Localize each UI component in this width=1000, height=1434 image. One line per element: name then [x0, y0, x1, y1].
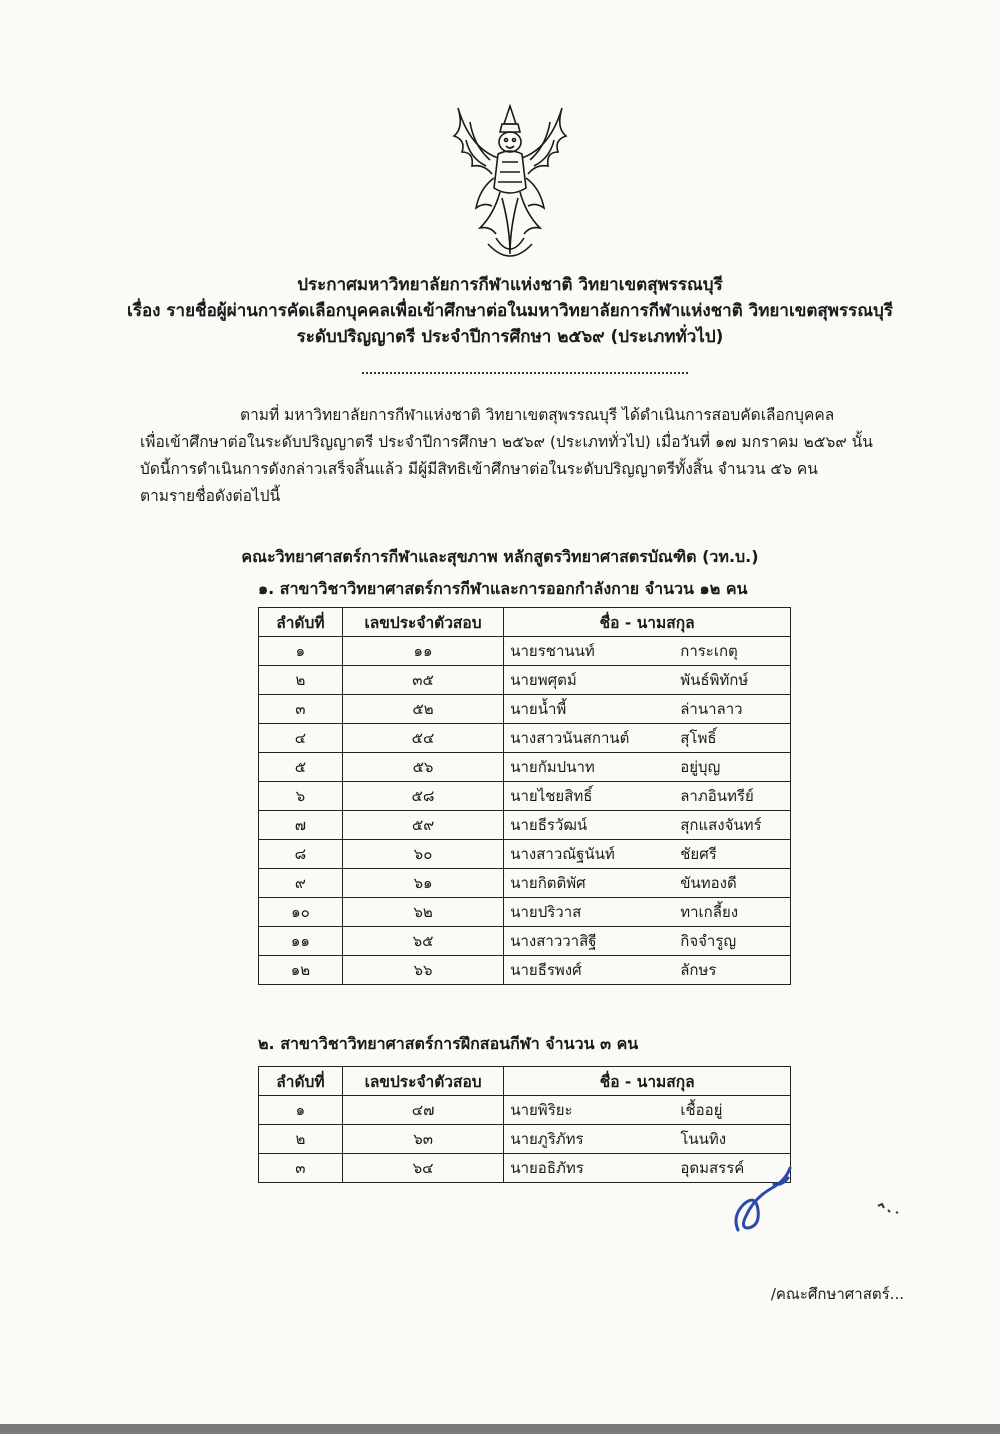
last-name: สุโพธิ์ [680, 729, 717, 747]
first-name: นายภูริภัทร [510, 1130, 584, 1148]
body-line-1: ตามที่ มหาวิทยาลัยการกีฬาแห่งชาติ วิทยาเขตสุพรรณบุรี ได้ดำเนินการสอบคัดเลือกบุคคล [240, 406, 835, 424]
body-line-2: เพื่อเข้าศึกษาต่อในระดับปริญญาตรี ประจำปีการศึกษา ๒๕๖๙ (ประเภททั่วไป) เมื่อวันที่ ๑๗ มกราคม ๒๕๖๙ นั้น [140, 433, 873, 451]
exam-id-cell: ๔๗ [342, 1096, 504, 1125]
last-name: อยู่บุญ [680, 758, 721, 776]
name-cell [504, 695, 791, 724]
seq-cell: ๙ [259, 869, 343, 898]
table-row [259, 695, 791, 724]
table-row [259, 782, 791, 811]
table-row [259, 724, 791, 753]
table-row [259, 1096, 791, 1125]
seq-cell: ๑๑ [259, 927, 343, 956]
title-line-2: เรื่อง รายชื่อผู้ผ่านการคัดเลือกบุคคลเพื่อเข้าศึกษาต่อในมหาวิทยาลัยการกีฬาแห่งชาติ วิทยาเขตสุพรรณบุรี [127, 301, 893, 321]
last-name: เชื้ออยู่ [680, 1101, 723, 1119]
seq-cell: ๘ [259, 840, 343, 869]
table-row [259, 637, 791, 666]
last-name: สุกแสงจันทร์ [680, 816, 762, 834]
title-line-1: ประกาศมหาวิทยาลัยการกีฬาแห่งชาติ วิทยาเขตสุพรรณบุรี [297, 275, 723, 295]
table-row [259, 666, 791, 695]
seq-cell: ๒ [259, 1125, 343, 1154]
table-header-row [259, 608, 791, 637]
first-name: นายพิริยะ [510, 1101, 573, 1119]
table-row [259, 956, 791, 985]
first-name: นายปริวาส [510, 903, 582, 921]
continuation-note: /คณะศึกษาศาสตร์... [770, 1285, 904, 1303]
last-name: ทาเกลี้ยง [680, 903, 739, 921]
exam-id-cell: ๖๖ [342, 956, 503, 985]
garuda-emblem-icon [440, 88, 580, 260]
first-name: นายรชานนท์ [510, 642, 595, 660]
column-header-exam-id: เลขประจำตัวสอบ [342, 608, 503, 637]
seq-cell: ๓ [259, 1154, 343, 1183]
name-cell [504, 811, 791, 840]
name-cell [504, 753, 791, 782]
exam-id-cell: ๕๒ [342, 695, 503, 724]
table-row [259, 753, 791, 782]
first-name: นางสาววาสิฐี [510, 932, 597, 950]
last-name: พันธ์พิทักษ์ [680, 671, 749, 689]
table-row [259, 927, 791, 956]
first-name: นายไชยสิทธิ์ [510, 787, 593, 805]
name-cell [504, 927, 791, 956]
roster-table-2 [258, 1066, 791, 1183]
column-header-name: ชื่อ - นามสกุล [504, 1067, 791, 1096]
exam-id-cell: ๕๖ [342, 753, 503, 782]
seq-cell: ๖ [259, 782, 343, 811]
roster-table-1 [258, 607, 791, 985]
table-header-row [259, 1067, 791, 1096]
last-name: ลักษร [680, 961, 717, 979]
seq-cell: ๗ [259, 811, 343, 840]
column-header-seq: ลำดับที่ [259, 1067, 343, 1096]
first-name: นายอธิภัทร [510, 1159, 584, 1177]
seq-cell: ๑๐ [259, 898, 343, 927]
first-name: นางสาวนันสกานต์ [510, 729, 630, 747]
first-name: นายกัมปนาท [510, 758, 595, 776]
exam-id-cell: ๕๘ [342, 782, 503, 811]
last-name: โนนทิง [680, 1130, 727, 1148]
body-line-4: ตามรายชื่อดังต่อไปนี้ [140, 487, 281, 505]
ink-mark-icon [874, 1200, 904, 1216]
exam-id-cell: ๖๔ [342, 1154, 504, 1183]
column-header-seq: ลำดับที่ [259, 608, 343, 637]
body-line-3: บัดนี้การดำเนินการดังกล่าวเสร็จสิ้นแล้ว มีผู้มีสิทธิเข้าศึกษาต่อในระดับปริญญาตรีทั้งสิ้น จำนวน ๕๖ คน [140, 460, 818, 478]
first-name: นางสาวณัฐนันท์ [510, 845, 615, 863]
name-cell [504, 898, 791, 927]
table-row [259, 840, 791, 869]
name-cell [504, 724, 791, 753]
exam-id-cell: ๕๔ [342, 724, 503, 753]
name-cell [504, 1125, 791, 1154]
signature-icon [728, 1158, 808, 1238]
faculty-heading: คณะวิทยาศาสตร์การกีฬาและสุขภาพ หลักสูตรวิทยาศาสตรบัณฑิต (วท.บ.) [241, 547, 759, 566]
exam-id-cell: ๑๑ [342, 637, 503, 666]
table-row [259, 811, 791, 840]
exam-id-cell: ๖๑ [342, 869, 503, 898]
last-name: ลาภอินทรีย์ [680, 787, 754, 805]
seq-cell: ๓ [259, 695, 343, 724]
exam-id-cell: ๖๓ [342, 1125, 504, 1154]
column-header-name: ชื่อ - นามสกุล [504, 608, 791, 637]
title-line-3: ระดับปริญญาตรี ประจำปีการศึกษา ๒๕๖๙ (ประเภททั่วไป) [296, 327, 724, 347]
name-cell [504, 840, 791, 869]
last-name: อุดมสรรค์ [680, 1159, 745, 1177]
dotted-divider [362, 372, 688, 374]
table-row [259, 869, 791, 898]
major-heading-1: ๑. สาขาวิชาวิทยาศาสตร์การกีฬาและการออกกำลังกาย จำนวน ๑๒ คน [258, 579, 748, 598]
seq-cell: ๕ [259, 753, 343, 782]
last-name: ล่านาลาว [680, 700, 743, 718]
first-name: นายพศุตม์ [510, 671, 577, 689]
last-name: ชัยศรี [680, 845, 717, 863]
seq-cell: ๑ [259, 1096, 343, 1125]
announcement-body [140, 402, 900, 510]
announcement-title [60, 272, 960, 350]
name-cell [504, 1096, 791, 1125]
seq-cell: ๒ [259, 666, 343, 695]
major-heading-2: ๒. สาขาวิชาวิทยาศาสตร์การฝึกสอนกีฬา จำนวน ๓ คน [258, 1034, 639, 1053]
roster-body-2 [259, 1096, 791, 1183]
name-cell [504, 869, 791, 898]
exam-id-cell: ๖๕ [342, 927, 503, 956]
name-cell [504, 956, 791, 985]
last-name: กิจจำรูญ [680, 932, 737, 950]
roster-body-1 [259, 637, 791, 985]
last-name: ขันทองดี [680, 874, 737, 892]
table-row [259, 1154, 791, 1183]
table-row [259, 1125, 791, 1154]
name-cell [504, 637, 791, 666]
table-row [259, 898, 791, 927]
first-name: นายธีรวัฒน์ [510, 816, 588, 834]
last-name: การะเกตุ [680, 642, 738, 660]
name-cell [504, 782, 791, 811]
seq-cell: ๑๒ [259, 956, 343, 985]
exam-id-cell: ๖๒ [342, 898, 503, 927]
exam-id-cell: ๖๐ [342, 840, 503, 869]
exam-id-cell: ๕๙ [342, 811, 503, 840]
first-name: นายกิตติพัศ [510, 874, 586, 892]
seq-cell: ๔ [259, 724, 343, 753]
exam-id-cell: ๓๕ [342, 666, 503, 695]
name-cell [504, 666, 791, 695]
first-name: นายน้ำพี้ [510, 700, 567, 718]
column-header-exam-id: เลขประจำตัวสอบ [342, 1067, 504, 1096]
scan-bottom-edge [0, 1424, 1000, 1434]
first-name: นายธีรพงศ์ [510, 961, 582, 979]
seq-cell: ๑ [259, 637, 343, 666]
